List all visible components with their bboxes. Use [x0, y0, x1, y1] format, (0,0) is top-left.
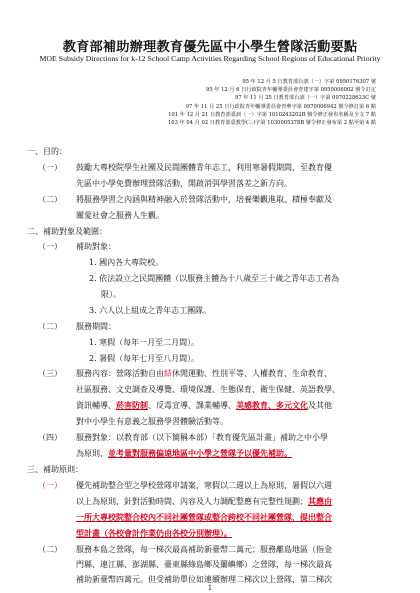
list-item: 2. 依法設立之民間團體（以服務主體為十八歲至三十歲之青年志工者為 — [89, 274, 340, 283]
paragraph-line: 優先補助整合型之學校營隊申請案，寒假以二週以上為原則，暑假以六週 — [76, 481, 332, 490]
section-1-heading: 一、目的： — [27, 147, 67, 156]
item-label: 服務期間： — [76, 322, 116, 331]
section-3-heading: 三、補助原則： — [27, 465, 83, 474]
history-line: 95 年 12 月 5 日教育部台訓（一）字第 0950176307 號 — [242, 79, 376, 85]
history-line: 103 年 04 月 02 日教育部臺教學(三)字第 1030005378B 號令修正發布第 2 點至第 4 點 — [167, 120, 376, 127]
paragraph-line — [76, 448, 292, 459]
item-number: （三） — [38, 369, 62, 378]
item-number: （一） — [38, 481, 62, 490]
revision-mark: ， — [132, 544, 140, 554]
item-label: 補助對象： — [76, 242, 116, 251]
revision-mark: 菸害防制 — [116, 400, 148, 410]
paragraph-line — [76, 496, 332, 507]
paragraph-line: 服務對象：以教育部（以下簡稱本部）「教育優先區計畫」補助之中小學 — [76, 433, 328, 442]
text-span: 以上為原則，針對活動時間、內容及人力調配整應有完整性規劃； — [76, 497, 308, 506]
text-span: 休閒運動、性別平等、人權教育、生命教育、 — [172, 369, 332, 378]
text-span: 服務內容：營隊活動自由 — [76, 369, 164, 378]
text-span: 、反毒宣導、課業輔導、 — [148, 401, 236, 410]
item-number: （一） — [38, 163, 62, 172]
item-number: （一） — [38, 242, 62, 251]
amendment-history — [168, 78, 376, 127]
english-title: MOE Subsidy Directions for k-12 School Camp Activities Regarding School Regions of Educational Priority — [39, 54, 381, 63]
text-span: 服務本島之營隊 — [76, 545, 132, 554]
paragraph-line: 門縣、連江縣、澎湖縣、臺東縣綠島鄉及蘭嶼鄉）之營隊，每一梯次最高 — [76, 560, 332, 569]
text-span: 每一梯次最高補助新臺幣二萬元；服務離島地區（指金 — [140, 545, 332, 554]
paragraph-line: 關愛社會之服務人生觀。 — [76, 211, 164, 220]
text-span: 為原則， — [76, 449, 108, 458]
paragraph-line — [76, 368, 332, 379]
text-span: 資訊輔導、 — [76, 401, 116, 410]
revision-mark: 一所大專校院整合校內不同社團營隊或整合跨校不同社團營隊，提出整合 — [76, 512, 332, 522]
history-line: 101 年 12 月 21 日教育部臺訓（一）字第 1010243202B 號令修正發布名稱及全文 7 點 — [168, 111, 376, 118]
paragraph-line — [76, 544, 332, 555]
page-number: 1 — [207, 584, 213, 592]
section-2-heading: 二、補助對象及範圍： — [27, 227, 107, 236]
list-item: 1. 寒假（每年一月至二月間）。 — [89, 338, 200, 347]
paragraph-line: 對中小學生有意義之服務學習體驗活動等。 — [76, 417, 228, 426]
history-line: 97 年 11 月 25 日教育部台訓（一）字第 0970228623C 號 — [235, 95, 376, 102]
revision-mark: 結 — [164, 369, 172, 378]
revision-mark: 其應由 — [308, 496, 332, 506]
revision-mark: 並考量對服務偏遠地區中小學之營隊予以優先補助。 — [108, 448, 292, 458]
text-span: 及其他 — [308, 401, 332, 410]
paragraph-line: 先區中小學免費辦理營隊活動，開啟消弭學習落差之新方向。 — [76, 179, 292, 188]
list-item: 2. 暑假（每年七月至八月間）。 — [89, 354, 200, 363]
paragraph-line: 補助新臺幣四萬元。但受補助單位如連續辦理二梯次以上營隊，第二梯次 — [76, 575, 332, 584]
item-number: （四） — [38, 433, 62, 442]
paragraph-line: 社區服務、文史調查及導覽、環境保護、生態保育、衛生保健、英語教學、 — [76, 385, 340, 394]
paragraph-line: 鼓勵大專校院學生社團及民間團體青年志工，利用寒暑假期間，至教育優 — [76, 163, 332, 172]
item-number: （二） — [38, 195, 62, 204]
item-number: （二） — [38, 322, 62, 331]
list-item: 限）。 — [101, 290, 121, 299]
paragraph-line — [76, 400, 332, 411]
page-title: 教育部補助辦理教育優先區中小學生營隊活動要點 — [62, 40, 358, 55]
revision-mark: 美感教育、多元文化 — [236, 400, 308, 410]
revision-mark: 型計畫（各校會計作業仍由各校分別辦理）。 — [76, 528, 232, 538]
paragraph-line: 將服務學習之內涵與精神融入於營隊活動中，培養樂觀進取、積極奉獻及 — [76, 195, 332, 204]
list-item: 1. 國內各大專院校。 — [89, 258, 164, 267]
history-line: 95 年 12 月 6 日行政院青年輔導委員會青建字第 0950006002 號令訂定 — [206, 87, 376, 94]
history-line: 97 年 11 月 25 日行政院青年輔導委員會青參字第 0970006942 號令修訂第 6 點 — [185, 103, 376, 110]
list-item: 3. 六人以上組成之青年志工團隊。 — [89, 306, 212, 315]
item-number: （二） — [38, 545, 62, 554]
